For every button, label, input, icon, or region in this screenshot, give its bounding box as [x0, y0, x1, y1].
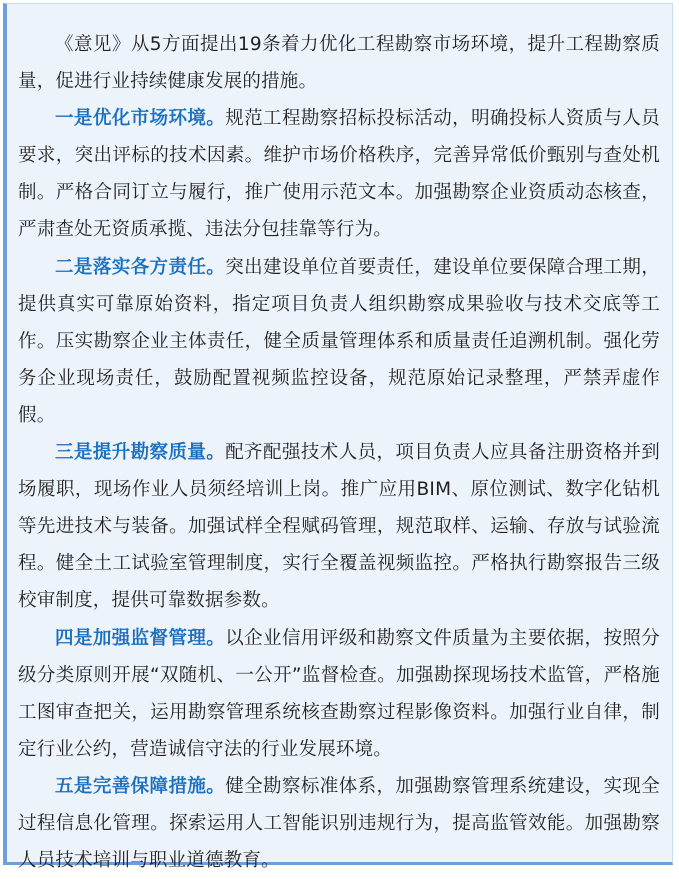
section-paragraph-4	[18, 620, 660, 768]
section-text: 配齐配强技术人员，项目负责人应具备注册资格并到场履职，现场作业人员须经培训上岗。推广应用BIM、原位测试、数字化钻机等先进技术与装备。加强试样全程赋码管理，规范取样、运输、存放与试验流程。健全土工试验室管理制度，实行全覆盖视频监控。严格执行勘察报告三级校审制度，提供可靠数据参数。	[18, 442, 660, 612]
section-paragraph-1	[18, 100, 660, 248]
intro-paragraph: 《意见》从5方面提出19条着力优化工程勘察市场环境，提升工程勘察质量，促进行业持续健康发展的措施。	[18, 34, 660, 93]
section-text: 健全勘察标准体系，加强勘察管理系统建设，实现全过程信息化管理。探索运用人工智能识别违规行为，提高监管效能。加强勘察人员技术培训与职业道德教育。	[18, 775, 660, 872]
section-paragraph-5	[18, 768, 660, 879]
section-paragraph-2	[18, 249, 660, 434]
section-text: 规范工程勘察招标投标活动，明确投标人资质与人员要求，突出评标的技术因素。维护市场价格秩序，完善异常低价甄别与查处机制。严格合同订立与履行，推广使用示范文本。加强勘察企业资质动态核查，严肃查处无资质承揽、违法分包挂靠等行为。	[18, 108, 660, 241]
section-text: 以企业信用评级和勘察文件质量为主要依据，按照分级分类原则开展“双随机、一公开”监督检查。加强勘探现场技术监管，严格施工图审查把关，运用勘察管理系统核查勘察过程影像资料。加强行业自律，制定行业公约，营造诚信守法的行业发展环境。	[18, 627, 660, 760]
article-content	[18, 26, 660, 879]
section-heading: 四是加强监督管理。	[55, 627, 226, 649]
section-heading: 三是提升勘察质量。	[55, 442, 226, 464]
section-heading: 五是完善保障措施。	[55, 775, 226, 797]
section-text: 突出建设单位首要责任，建设单位要保障合理工期，提供真实可靠原始资料，指定项目负责人组织勘察成果验收与技术交底等工作。压实勘察企业主体责任，健全质量管理体系和质量责任追溯机制。强化劳务企业现场责任，鼓励配置视频监控设备，规范原始记录整理，严禁弄虚作假。	[18, 256, 660, 426]
section-heading: 一是优化市场环境。	[55, 108, 226, 130]
section-paragraph-3	[18, 434, 660, 619]
section-heading: 二是落实各方责任。	[55, 256, 226, 278]
